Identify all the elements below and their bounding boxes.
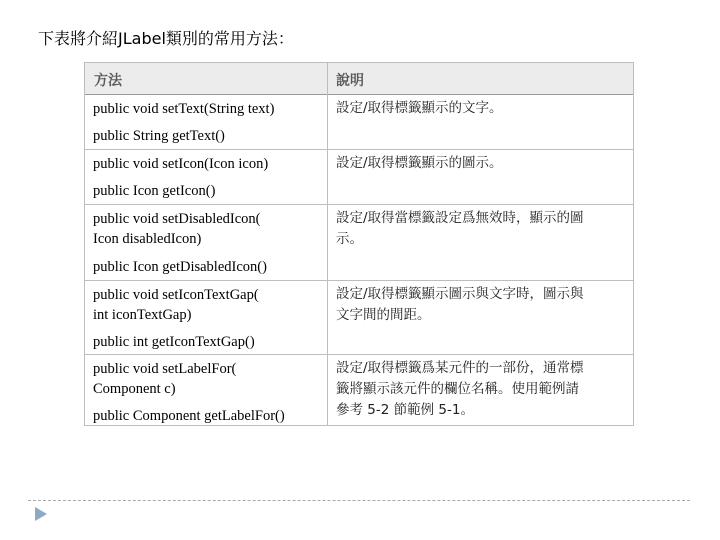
description-cell: 設定/取得標籤爲某元件的一部份，通常標 [336, 360, 584, 376]
method-cell: Icon disabledIcon) [93, 231, 202, 247]
row-divider [85, 149, 633, 150]
intro-text: 下表將介紹JLabel類別的常用方法： [38, 29, 294, 48]
method-cell: public void setLabelFor( [93, 361, 237, 377]
row-divider [85, 354, 633, 355]
description-cell: 設定/取得標籤顯示的圖示。 [336, 155, 503, 171]
header-description: 說明 [336, 73, 364, 89]
description-cell: 設定/取得標籤顯示的文字。 [336, 100, 503, 116]
method-cell: public void setIcon(Icon icon) [93, 156, 269, 172]
table-header [85, 63, 633, 95]
description-cell: 示。 [336, 231, 363, 247]
method-cell: public int getIconTextGap() [93, 334, 255, 350]
methods-table [84, 62, 634, 426]
row-divider [85, 204, 633, 205]
method-cell: public void setText(String text) [93, 101, 275, 117]
description-cell: 文字間的間距。 [336, 307, 431, 323]
method-cell: public Component getLabelFor() [93, 408, 285, 424]
row-divider [85, 280, 633, 281]
slide-divider [28, 500, 690, 501]
method-cell: public Icon getIcon() [93, 183, 216, 199]
method-cell: public String getText() [93, 128, 225, 144]
method-cell: Component c) [93, 381, 176, 397]
description-cell: 參考 5-2 節範例 5-1。 [336, 402, 474, 418]
header-method: 方法 [94, 73, 122, 89]
description-cell: 設定/取得標籤顯示圖示與文字時，圖示與 [336, 286, 584, 302]
method-cell: public Icon getDisabledIcon() [93, 259, 267, 275]
method-cell: int iconTextGap) [93, 307, 192, 323]
column-divider [327, 63, 328, 425]
description-cell: 籤將顯示該元件的欄位名稱。使用範例請 [336, 381, 579, 397]
description-cell: 設定/取得當標籤設定爲無效時，顯示的圖 [336, 210, 584, 226]
method-cell: public void setIconTextGap( [93, 287, 259, 303]
method-cell: public void setDisabledIcon( [93, 211, 261, 227]
triangle-bullet-icon [34, 506, 48, 526]
